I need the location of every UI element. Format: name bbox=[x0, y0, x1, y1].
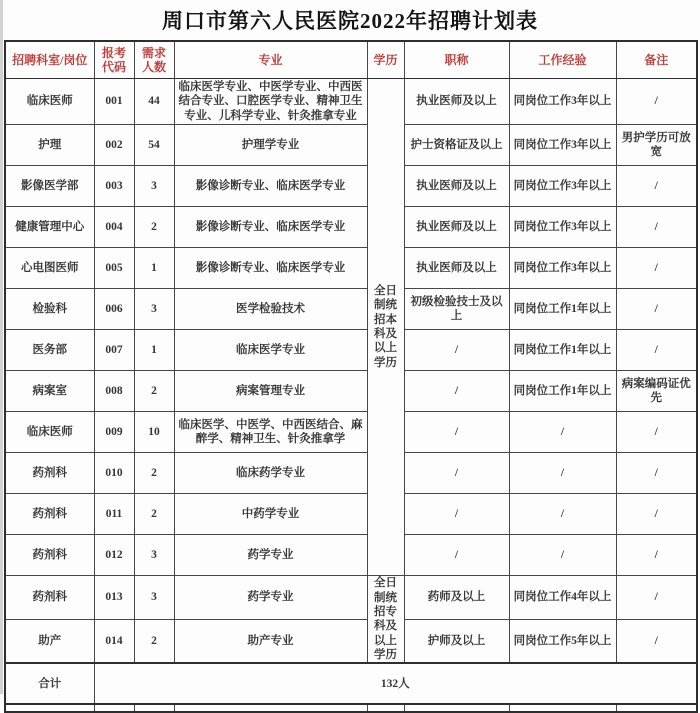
experience-cell: 同岗位工作4年以上 bbox=[509, 576, 616, 620]
title-cell: / bbox=[404, 371, 509, 412]
column-header: 报考代码 bbox=[94, 41, 134, 79]
table-row bbox=[5, 207, 697, 248]
major-cell: 临床医学专业、中医学专业、中西医结合专业、口腔医学专业、精神卫生专业、儿科学专业、针灸推拿专业 bbox=[174, 79, 367, 125]
count-cell: 2 bbox=[134, 371, 174, 412]
department-cell: 护理 bbox=[5, 125, 94, 166]
department-cell: 药剂科 bbox=[5, 494, 94, 535]
experience-cell: 同岗位工作3年以上 bbox=[509, 248, 616, 289]
table-row bbox=[5, 494, 697, 535]
title-cell: 护士资格证及以上 bbox=[404, 125, 509, 166]
table-row bbox=[5, 166, 697, 207]
table-row bbox=[5, 79, 697, 125]
total-label-cell: 合计 bbox=[5, 663, 94, 704]
experience-cell: 同岗位工作1年以上 bbox=[509, 330, 616, 371]
table-row bbox=[5, 620, 697, 664]
count-cell: 3 bbox=[134, 576, 174, 620]
major-cell: 助产专业 bbox=[174, 620, 367, 664]
experience-cell: 同岗位工作5年以上 bbox=[509, 620, 616, 664]
table-row bbox=[5, 412, 697, 453]
table-row bbox=[5, 125, 697, 166]
page-title: 周口市第六人民医院2022年招聘计划表 bbox=[162, 9, 538, 33]
major-cell: 临床医学、中医学、中西医结合、麻醉学、精神卫生、针灸推拿学 bbox=[174, 412, 367, 453]
count-cell: 3 bbox=[134, 535, 174, 576]
column-header: 招聘科室/岗位 bbox=[5, 41, 94, 79]
major-cell: 影像诊断专业、临床医学专业 bbox=[174, 207, 367, 248]
experience-cell: / bbox=[509, 412, 616, 453]
table-row bbox=[5, 371, 697, 412]
department-cell: 药剂科 bbox=[5, 576, 94, 620]
remark-cell: / bbox=[616, 330, 697, 371]
title-cell: 执业医师及以上 bbox=[404, 207, 509, 248]
count-cell: 3 bbox=[134, 289, 174, 330]
major-cell: 护理学专业 bbox=[174, 125, 367, 166]
remark-cell: / bbox=[616, 494, 697, 535]
remark-cell: / bbox=[616, 620, 697, 664]
department-cell: 临床医师 bbox=[5, 79, 94, 125]
experience-cell: / bbox=[509, 494, 616, 535]
title-cell: / bbox=[404, 330, 509, 371]
title-cell: 执业医师及以上 bbox=[404, 79, 509, 125]
count-cell: 2 bbox=[134, 620, 174, 664]
empty-cell bbox=[404, 704, 509, 712]
column-header: 备注 bbox=[616, 41, 697, 79]
code-cell: 001 bbox=[94, 79, 134, 125]
experience-cell: / bbox=[509, 453, 616, 494]
experience-cell: / bbox=[509, 535, 616, 576]
empty-cell bbox=[94, 704, 134, 712]
empty-cell bbox=[509, 704, 616, 712]
department-cell: 影像医学部 bbox=[5, 166, 94, 207]
column-header: 职称 bbox=[404, 41, 509, 79]
department-cell: 临床医师 bbox=[5, 412, 94, 453]
code-cell: 010 bbox=[94, 453, 134, 494]
column-header: 专业 bbox=[174, 41, 367, 79]
table-row bbox=[5, 248, 697, 289]
title-cell: 药师及以上 bbox=[404, 576, 509, 620]
empty-cell bbox=[616, 704, 697, 712]
column-header: 学历 bbox=[367, 41, 404, 79]
title-cell: 护师及以上 bbox=[404, 620, 509, 664]
column-header: 需求人数 bbox=[134, 41, 174, 79]
empty-cell bbox=[367, 704, 404, 712]
major-cell: 医学检验技术 bbox=[174, 289, 367, 330]
experience-cell: 同岗位工作3年以上 bbox=[509, 125, 616, 166]
department-cell: 药剂科 bbox=[5, 453, 94, 494]
title-cell: 执业医师及以上 bbox=[404, 248, 509, 289]
code-cell: 006 bbox=[94, 289, 134, 330]
remark-cell: 男护学历可放宽 bbox=[616, 125, 697, 166]
experience-cell: 同岗位工作3年以上 bbox=[509, 166, 616, 207]
table-row bbox=[5, 576, 697, 620]
count-cell: 2 bbox=[134, 453, 174, 494]
major-cell: 药学专业 bbox=[174, 576, 367, 620]
remark-cell: / bbox=[616, 79, 697, 125]
recruitment-plan-table bbox=[4, 40, 698, 713]
column-header: 工作经验 bbox=[509, 41, 616, 79]
code-cell: 003 bbox=[94, 166, 134, 207]
total-value-cell: 132人 bbox=[94, 663, 697, 704]
count-cell: 1 bbox=[134, 330, 174, 371]
count-cell: 10 bbox=[134, 412, 174, 453]
department-cell: 病案室 bbox=[5, 371, 94, 412]
remark-cell: / bbox=[616, 166, 697, 207]
table-row bbox=[5, 289, 697, 330]
count-cell: 44 bbox=[134, 79, 174, 125]
empty-cell bbox=[174, 704, 367, 712]
remark-cell: / bbox=[616, 453, 697, 494]
major-cell: 病案管理专业 bbox=[174, 371, 367, 412]
major-cell: 临床药学专业 bbox=[174, 453, 367, 494]
code-cell: 011 bbox=[94, 494, 134, 535]
department-cell: 健康管理中心 bbox=[5, 207, 94, 248]
table-header-row bbox=[5, 41, 697, 79]
empty-cell bbox=[134, 704, 174, 712]
code-cell: 008 bbox=[94, 371, 134, 412]
major-cell: 药学专业 bbox=[174, 535, 367, 576]
code-cell: 009 bbox=[94, 412, 134, 453]
department-cell: 医务部 bbox=[5, 330, 94, 371]
count-cell: 2 bbox=[134, 494, 174, 535]
table-row bbox=[5, 453, 697, 494]
total-row bbox=[5, 663, 697, 704]
code-cell: 012 bbox=[94, 535, 134, 576]
experience-cell: 同岗位工作3年以上 bbox=[509, 79, 616, 125]
code-cell: 005 bbox=[94, 248, 134, 289]
code-cell: 007 bbox=[94, 330, 134, 371]
table-row bbox=[5, 330, 697, 371]
remark-cell: / bbox=[616, 535, 697, 576]
remark-cell: / bbox=[616, 207, 697, 248]
remark-cell: / bbox=[616, 289, 697, 330]
partial-bottom-row bbox=[5, 704, 697, 712]
title-cell: 执业医师及以上 bbox=[404, 166, 509, 207]
remark-cell: 病案编码证优先 bbox=[616, 371, 697, 412]
code-cell: 014 bbox=[94, 620, 134, 664]
experience-cell: 同岗位工作1年以上 bbox=[509, 371, 616, 412]
table-row bbox=[5, 535, 697, 576]
remark-cell: / bbox=[616, 412, 697, 453]
major-cell: 影像诊断专业、临床医学专业 bbox=[174, 166, 367, 207]
major-cell: 临床医学专业 bbox=[174, 330, 367, 371]
empty-cell bbox=[5, 704, 94, 712]
code-cell: 004 bbox=[94, 207, 134, 248]
department-cell: 药剂科 bbox=[5, 535, 94, 576]
count-cell: 54 bbox=[134, 125, 174, 166]
experience-cell: 同岗位工作3年以上 bbox=[509, 207, 616, 248]
department-cell: 助产 bbox=[5, 620, 94, 664]
major-cell: 影像诊断专业、临床医学专业 bbox=[174, 248, 367, 289]
count-cell: 3 bbox=[134, 166, 174, 207]
code-cell: 013 bbox=[94, 576, 134, 620]
department-cell: 心电图医师 bbox=[5, 248, 94, 289]
remark-cell: / bbox=[616, 248, 697, 289]
title-cell: 初级检验技士及以上 bbox=[404, 289, 509, 330]
count-cell: 1 bbox=[134, 248, 174, 289]
remark-cell: / bbox=[616, 576, 697, 620]
count-cell: 2 bbox=[134, 207, 174, 248]
title-cell: / bbox=[404, 453, 509, 494]
code-cell: 002 bbox=[94, 125, 134, 166]
department-cell: 检验科 bbox=[5, 289, 94, 330]
title-cell: / bbox=[404, 412, 509, 453]
experience-cell: 同岗位工作1年以上 bbox=[509, 289, 616, 330]
education-cell: 全日制统招专科及以上学历 bbox=[367, 576, 404, 664]
major-cell: 中药学专业 bbox=[174, 494, 367, 535]
title-cell: / bbox=[404, 535, 509, 576]
title-cell: / bbox=[404, 494, 509, 535]
education-cell: 全日制统招本科及以上学历 bbox=[367, 79, 404, 576]
